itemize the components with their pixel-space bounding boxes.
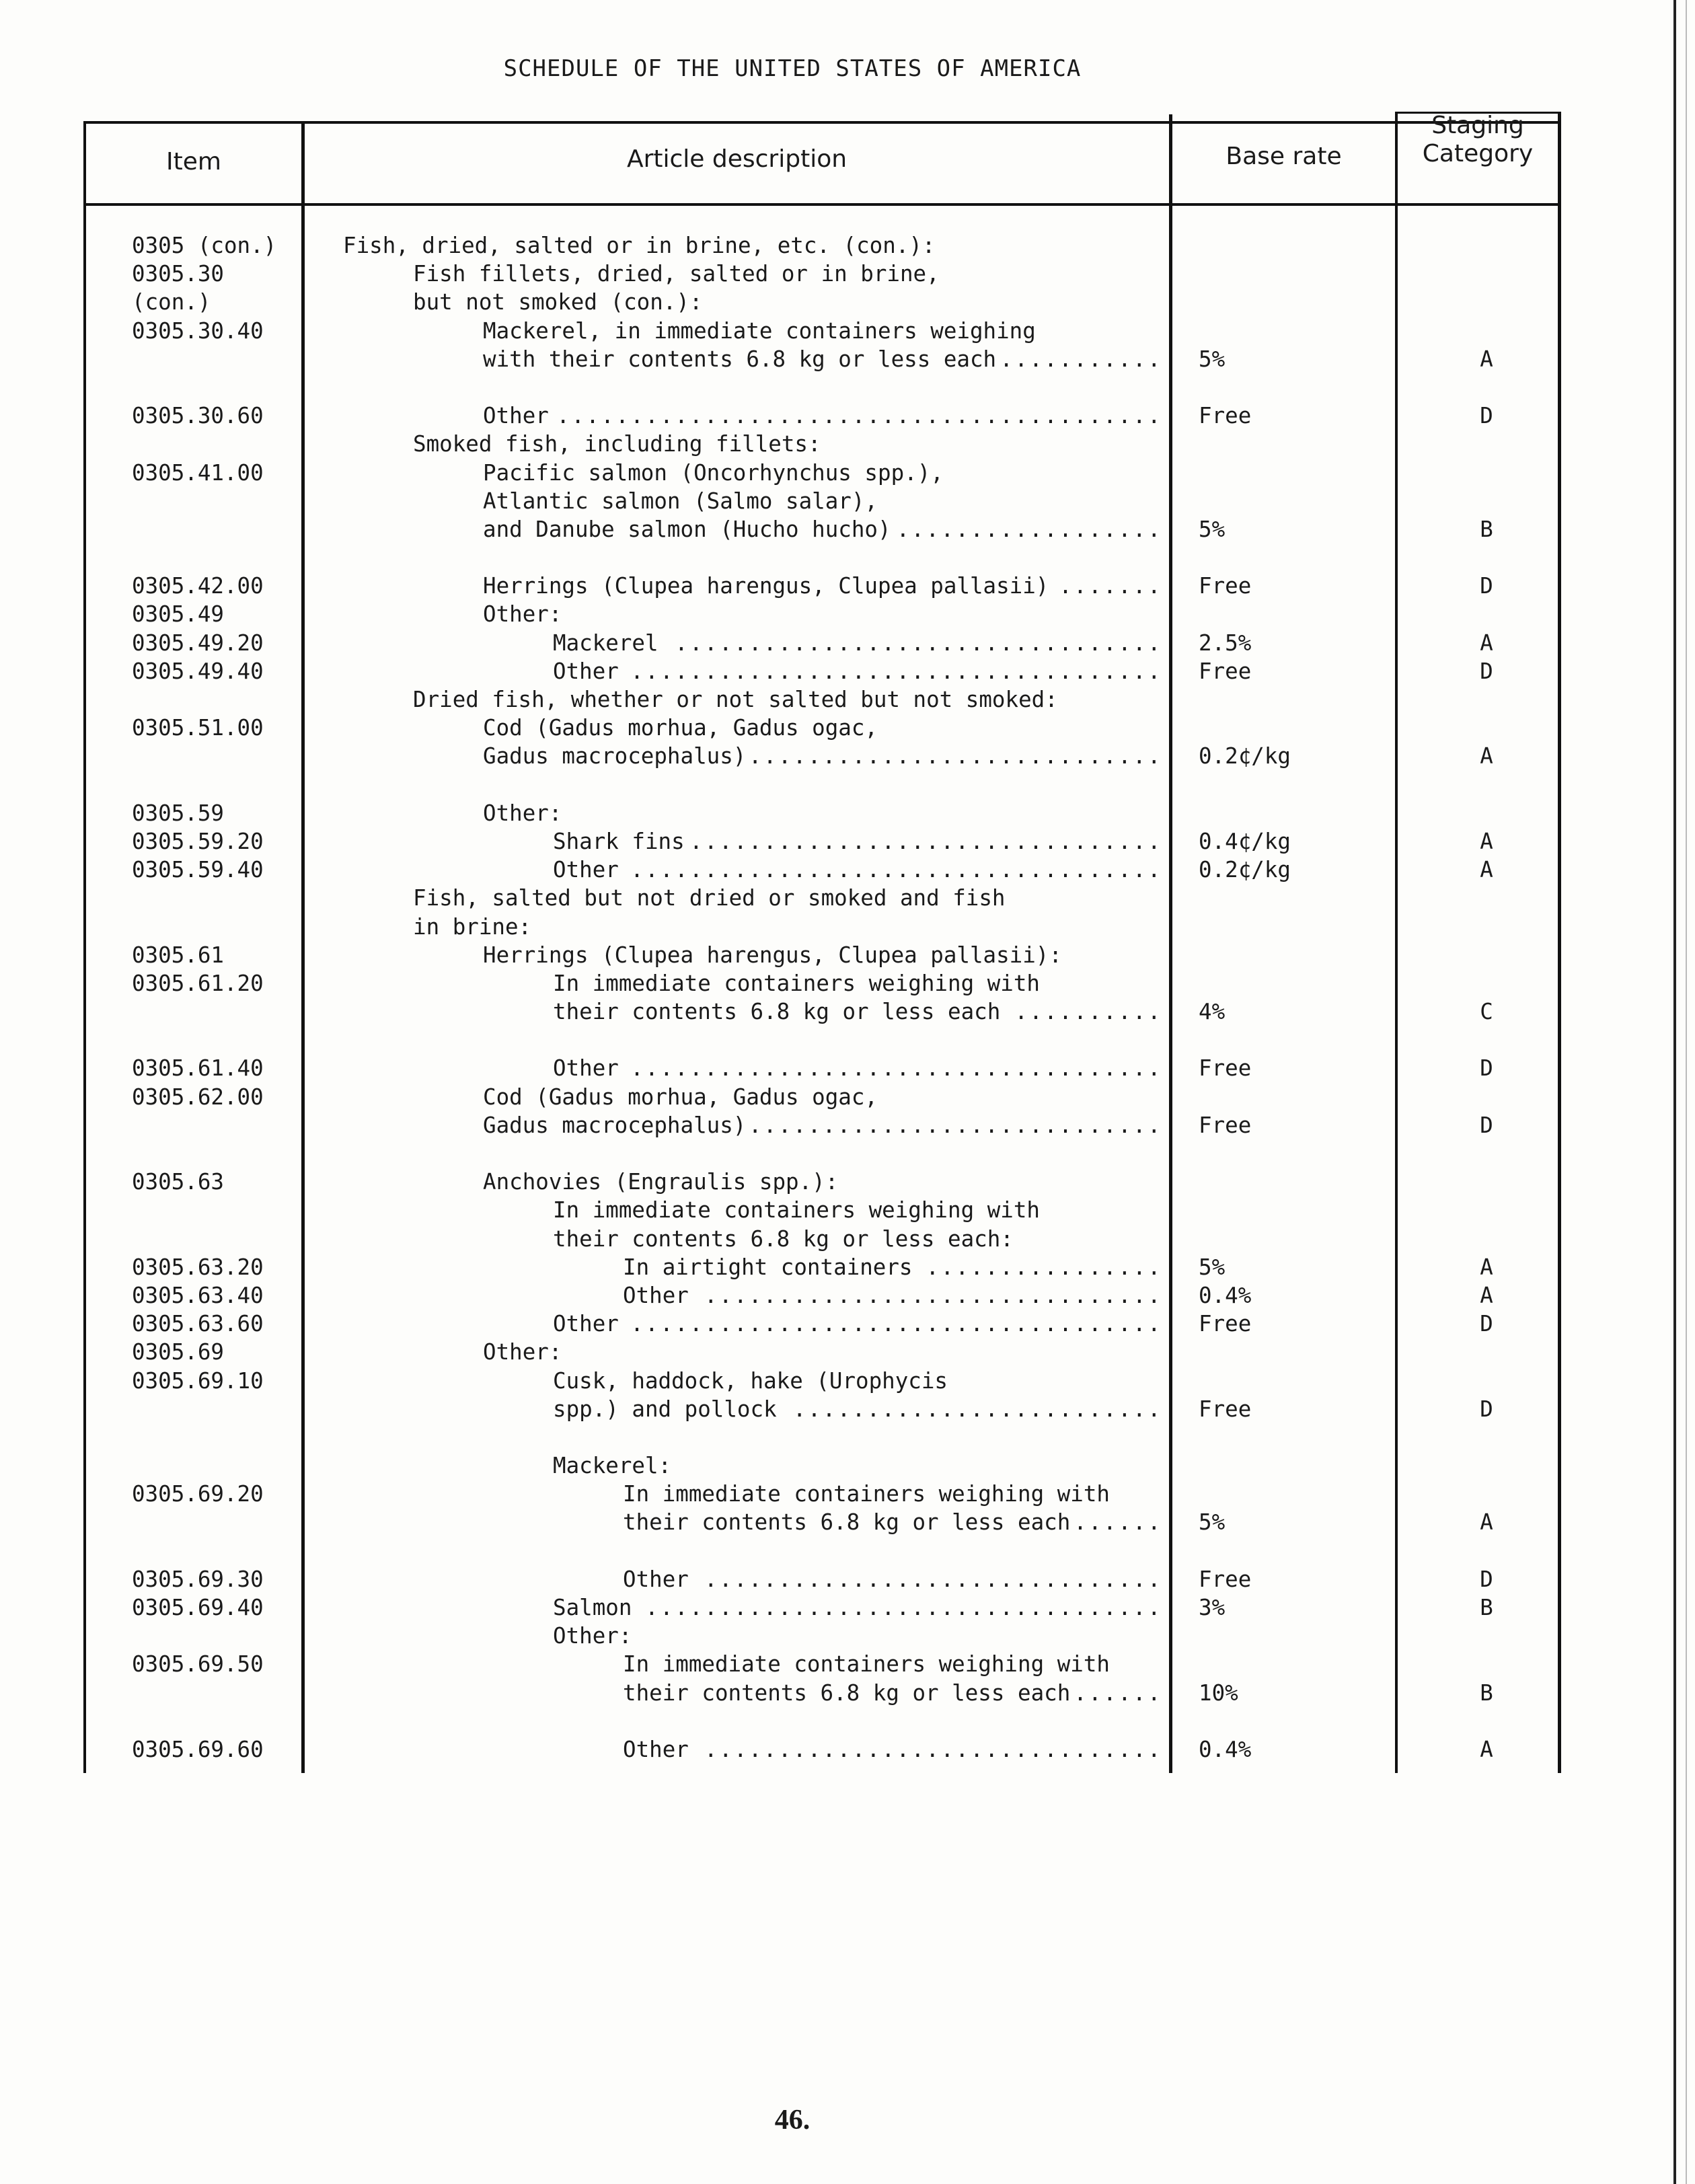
article-description: [623, 1650, 1164, 1678]
article-description: [483, 1083, 1164, 1111]
description-text: their contents 6.8 kg or less each: [623, 1680, 1071, 1706]
description-text: in brine:: [413, 913, 532, 940]
description-text: their contents 6.8 kg or less each: [623, 1509, 1071, 1536]
staging-category: A: [1480, 828, 1493, 854]
description-text: Other: [553, 857, 619, 883]
table-row: [0, 884, 1585, 912]
table-row: [0, 1054, 1585, 1082]
table-row: [0, 1367, 1585, 1395]
base-rate: Free: [1199, 403, 1252, 429]
description-text: Cusk, haddock, hake (Urophycis: [553, 1367, 948, 1394]
table-row: [0, 1593, 1585, 1622]
table-row: [0, 1281, 1585, 1310]
item-code: 0305.30.60: [132, 403, 264, 429]
article-description: [413, 260, 1164, 288]
table-row: [0, 1679, 1585, 1707]
item-code: 0305.59.20: [132, 828, 264, 854]
description-text: their contents 6.8 kg or less each: [553, 999, 1001, 1025]
staging-category: A: [1480, 630, 1493, 656]
table-row: [0, 1423, 1585, 1452]
dot-leader: ....................................: [630, 857, 1162, 883]
description-text: In immediate containers weighing with: [623, 1651, 1110, 1678]
dot-leader: ....................................: [630, 658, 1162, 684]
table-row: [0, 997, 1585, 1026]
base-rate: 0.2¢/kg: [1199, 743, 1291, 769]
dot-leader: ......: [1074, 1680, 1162, 1706]
description-text: Other: [553, 658, 619, 684]
description-text: spp.) and pollock: [553, 1396, 777, 1422]
item-code: 0305.69.20: [132, 1481, 264, 1507]
description-text: Gadus macrocephalus): [483, 1112, 747, 1138]
description-text: Other: [623, 1566, 689, 1592]
table-row: [0, 345, 1585, 373]
table-row: [0, 1452, 1585, 1480]
item-code: 0305.69.50: [132, 1651, 264, 1678]
article-description: [413, 430, 1164, 458]
description-text: Gadus macrocephalus): [483, 743, 747, 769]
table-top-rule: [83, 121, 1560, 124]
article-description: [553, 969, 1164, 997]
description-text: Mackerel, in immediate containers weighing: [483, 317, 1036, 344]
staging-category: D: [1480, 1396, 1493, 1422]
description-text: Other: [623, 1736, 689, 1762]
description-text: Salmon: [553, 1595, 632, 1620]
article-description: [413, 685, 1164, 714]
article-description: [483, 459, 1164, 487]
staging-category: D: [1480, 658, 1493, 684]
article-description: [483, 487, 1164, 515]
dot-leader: ..........: [1014, 999, 1162, 1025]
article-description: [483, 600, 1164, 628]
table-row: [0, 317, 1585, 345]
page-number: 46.: [774, 2105, 811, 2136]
base-rate: Free: [1199, 1311, 1252, 1337]
description-text: Shark fins: [553, 828, 685, 854]
description-text: Herrings (Clupea harengus, Clupea pallasii):: [483, 942, 1062, 968]
table-row: [0, 1083, 1585, 1111]
article-description: [413, 884, 1164, 912]
dot-leader: ...............................: [704, 1566, 1162, 1592]
article-description: [483, 714, 1164, 742]
table-row: [0, 402, 1585, 430]
staging-category: A: [1480, 857, 1493, 883]
item-code: 0305.42.00: [132, 573, 264, 599]
item-code: 0305.30.40: [132, 317, 264, 344]
description-text: Atlantic salmon (Salmo salar),: [483, 488, 878, 514]
description-text: Fish, dried, salted or in brine, etc. (con.):: [343, 233, 936, 258]
base-rate: Free: [1199, 1055, 1252, 1082]
article-description: [483, 1338, 1164, 1366]
dot-leader: ...................................: [645, 1595, 1162, 1620]
base-rate: 2.5%: [1199, 630, 1252, 656]
item-code: 0305.61.20: [132, 970, 264, 996]
description-text: Herrings (Clupea harengus, Clupea pallasii): [483, 573, 1049, 599]
description-text: Cod (Gadus morhua, Gadus ogac,: [483, 1084, 878, 1110]
base-rate: Free: [1199, 658, 1252, 684]
description-text: Dried fish, whether or not salted but not smoked:: [413, 687, 1058, 712]
item-code: 0305.63.60: [132, 1311, 264, 1337]
base-rate: Free: [1199, 1566, 1252, 1592]
table-row: [0, 1338, 1585, 1366]
description-text: In immediate containers weighing with: [553, 970, 1040, 996]
header-bottom-rule: [83, 203, 1560, 206]
article-description: [413, 913, 1164, 941]
description-text: their contents 6.8 kg or less each:: [553, 1226, 1014, 1252]
base-rate: 5%: [1199, 346, 1226, 372]
table-row: [0, 1225, 1585, 1253]
item-code: 0305.63.20: [132, 1254, 264, 1280]
staging-category: A: [1480, 1736, 1493, 1762]
item-code: 0305.69.40: [132, 1595, 264, 1620]
table-row: [0, 1707, 1585, 1735]
description-text: Other: [623, 1282, 689, 1308]
table-row: [0, 260, 1585, 288]
table-row: [0, 543, 1585, 572]
dot-leader: ..................: [896, 516, 1162, 542]
description-text: Other:: [483, 800, 562, 826]
article-description: [553, 1622, 1164, 1650]
description-text: Other:: [483, 601, 562, 628]
table-row: [0, 913, 1585, 941]
table-row: [0, 1310, 1585, 1338]
item-column-header: Item: [166, 148, 221, 176]
staging-category: A: [1480, 1282, 1493, 1308]
dot-leader: .........................: [792, 1396, 1162, 1422]
article-description: [553, 1225, 1164, 1253]
table-row: [0, 657, 1585, 685]
page-edge-border: [1673, 0, 1676, 2184]
base-rate: 5%: [1199, 516, 1226, 542]
table-row: [0, 515, 1585, 543]
article-description: [343, 231, 1164, 260]
table-row: [0, 231, 1585, 260]
base-rate: 0.2¢/kg: [1199, 857, 1291, 883]
item-code: 0305.69.30: [132, 1566, 264, 1592]
table-row: [0, 1565, 1585, 1593]
dot-leader: ................................: [689, 828, 1162, 854]
table-body: [0, 231, 1585, 1764]
table-row: [0, 799, 1585, 827]
description-text: Mackerel:: [553, 1453, 672, 1479]
article-description: [553, 1196, 1164, 1224]
staging-category: B: [1480, 1680, 1493, 1706]
item-code: 0305.49: [132, 601, 224, 628]
dot-leader: .................................: [675, 630, 1162, 656]
staging-column-header-line1: Staging: [1431, 112, 1524, 139]
description-text: Other: [553, 1311, 619, 1337]
item-code: 0305.59.40: [132, 857, 264, 883]
description-text: Other:: [483, 1339, 562, 1365]
dot-leader: ................: [926, 1254, 1162, 1280]
item-code: 0305.63.40: [132, 1282, 264, 1308]
table-row: [0, 487, 1585, 515]
description-text: In immediate containers weighing with: [553, 1197, 1040, 1223]
description-text: In airtight containers: [623, 1254, 913, 1280]
item-code: (con.): [132, 289, 211, 315]
table-row: [0, 629, 1585, 657]
staging-category: D: [1480, 1055, 1493, 1082]
dot-leader: ...............................: [704, 1282, 1162, 1308]
staging-category: D: [1480, 573, 1493, 599]
staging-category: C: [1480, 999, 1493, 1025]
table-row: [0, 373, 1585, 402]
dot-leader: .......: [1059, 573, 1162, 599]
article-description: [483, 317, 1164, 345]
description-column-header: Article description: [626, 145, 848, 173]
item-code: 0305.62.00: [132, 1084, 264, 1110]
description-text: Fish, salted but not dried or smoked and fish: [413, 885, 1006, 911]
staging-category: D: [1480, 1566, 1493, 1592]
description-text: with their contents 6.8 kg or less each: [483, 346, 997, 372]
base-rate: 0.4¢/kg: [1199, 828, 1291, 854]
table-row: [0, 1253, 1585, 1281]
table-row: [0, 1650, 1585, 1678]
item-code: 0305.61.40: [132, 1055, 264, 1082]
table-row: [0, 856, 1585, 884]
dot-leader: ....................................: [630, 1055, 1162, 1082]
item-code: 0305.59: [132, 800, 224, 826]
article-description: [553, 1452, 1164, 1480]
description-text: Other: [483, 403, 549, 429]
staging-category: D: [1480, 403, 1493, 429]
table-row: [0, 1026, 1585, 1054]
dot-leader: ......: [1074, 1509, 1162, 1536]
item-code: 0305.69: [132, 1339, 224, 1365]
item-code: 0305.30: [132, 261, 224, 287]
staging-category: D: [1480, 1112, 1493, 1138]
table-row: [0, 1480, 1585, 1508]
dot-leader: ............................: [748, 1112, 1162, 1138]
table-row: [0, 1196, 1585, 1224]
description-text: Mackerel: [553, 630, 658, 656]
base-rate: 5%: [1199, 1509, 1226, 1536]
dot-leader: .........................................: [556, 403, 1162, 429]
article-description: [483, 941, 1164, 969]
base-rate: Free: [1199, 573, 1252, 599]
description-text: Other: [553, 1055, 619, 1082]
item-code: 0305.63: [132, 1169, 224, 1195]
description-text: Smoked fish, including fillets:: [413, 431, 821, 457]
table-row: [0, 714, 1585, 742]
dot-leader: ....................................: [630, 1311, 1162, 1337]
article-description: [413, 288, 1164, 316]
item-code: 0305.49.20: [132, 630, 264, 656]
table-row: [0, 941, 1585, 969]
description-text: Pacific salmon (Oncorhynchus spp.),: [483, 459, 944, 486]
dot-leader: ............................: [748, 743, 1162, 769]
description-text: Fish fillets, dried, salted or in brine,: [413, 261, 940, 287]
table-row: [0, 1508, 1585, 1536]
table-row: [0, 600, 1585, 628]
base-rate: 0.4%: [1199, 1736, 1252, 1762]
base-rate: 3%: [1199, 1595, 1226, 1620]
table-row: [0, 1735, 1585, 1764]
description-text: Cod (Gadus morhua, Gadus ogac,: [483, 715, 878, 741]
page-edge-shadow: [1686, 0, 1687, 2184]
article-description: [553, 1367, 1164, 1395]
table-row: [0, 572, 1585, 600]
table-row: [0, 1622, 1585, 1650]
staging-category: A: [1480, 743, 1493, 769]
table-row: [0, 459, 1585, 487]
item-code: 0305.61: [132, 942, 224, 968]
page-title: SCHEDULE OF THE UNITED STATES OF AMERICA: [503, 55, 1082, 82]
item-code: 0305.51.00: [132, 715, 264, 741]
table-row: [0, 1395, 1585, 1423]
staging-category: B: [1480, 1595, 1493, 1620]
dot-leader: ...........: [1000, 346, 1162, 372]
staging-category: A: [1480, 1509, 1493, 1536]
description-text: Other:: [553, 1623, 632, 1649]
table-row: [0, 1537, 1585, 1565]
dot-leader: ...............................: [704, 1736, 1162, 1762]
article-description: [483, 799, 1164, 827]
table-row: [0, 742, 1585, 770]
table-row: [0, 827, 1585, 856]
item-code: 0305.49.40: [132, 658, 264, 684]
table-row: [0, 1111, 1585, 1139]
table-row: [0, 430, 1585, 458]
base-rate: 5%: [1199, 1254, 1226, 1280]
article-description: [483, 1168, 1164, 1196]
base-rate-column-header: Base rate: [1226, 143, 1342, 170]
item-code: 0305.69.10: [132, 1367, 264, 1394]
item-code: 0305.69.60: [132, 1736, 264, 1762]
staging-category: A: [1480, 1254, 1493, 1280]
base-rate: Free: [1199, 1112, 1252, 1138]
staging-column-header-line2: Category: [1422, 140, 1534, 167]
table-row: [0, 288, 1585, 316]
base-rate: 0.4%: [1199, 1282, 1252, 1308]
table-row: [0, 969, 1585, 997]
base-rate: 4%: [1199, 999, 1226, 1025]
base-rate: 10%: [1199, 1680, 1238, 1706]
description-text: Anchovies (Engraulis spp.):: [483, 1169, 839, 1195]
staging-category: B: [1480, 516, 1493, 542]
staging-category: A: [1480, 346, 1493, 372]
item-code: 0305 (con.): [132, 233, 277, 258]
item-code: 0305.41.00: [132, 459, 264, 486]
table-row: [0, 1139, 1585, 1168]
description-text: but not smoked (con.):: [413, 289, 703, 315]
description-text: In immediate containers weighing with: [623, 1481, 1110, 1507]
article-description: [623, 1480, 1164, 1508]
staging-category: D: [1480, 1311, 1493, 1337]
table-row: [0, 1168, 1585, 1196]
base-rate: Free: [1199, 1396, 1252, 1422]
description-text: and Danube salmon (Hucho hucho): [483, 516, 891, 542]
table-row: [0, 771, 1585, 799]
table-row: [0, 685, 1585, 714]
